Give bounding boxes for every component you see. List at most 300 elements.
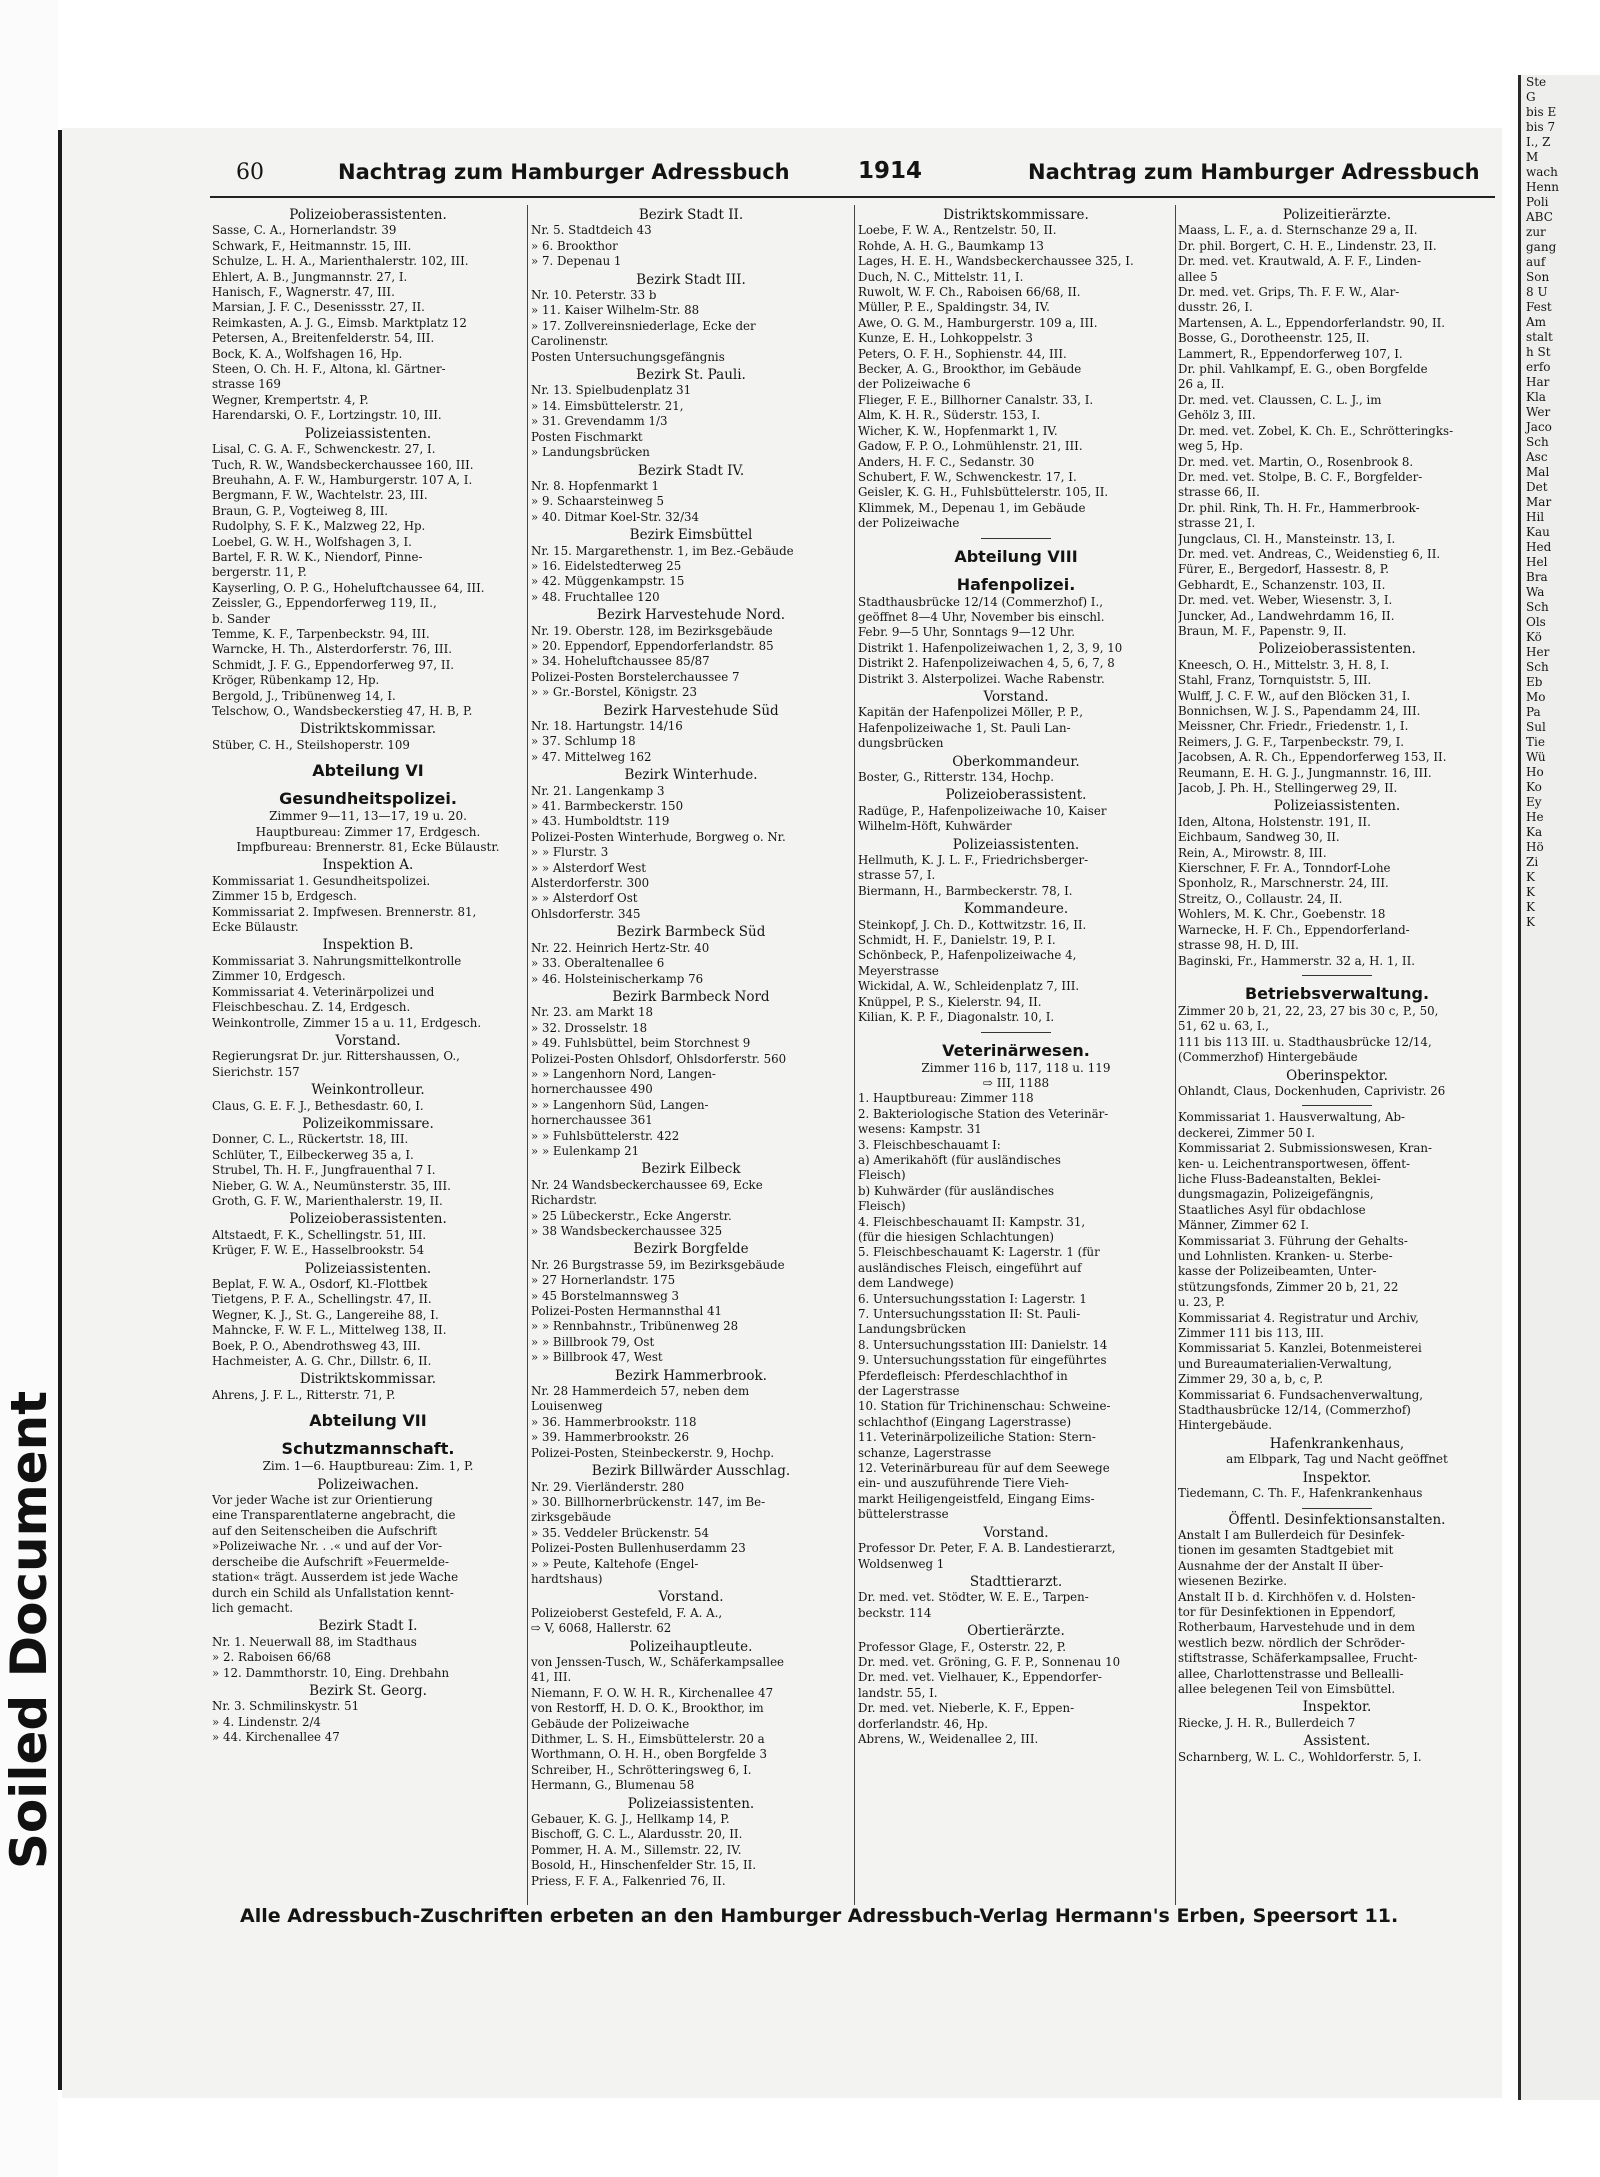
directory-entry: bergerstr. 11, P.: [212, 565, 307, 580]
adjacent-page-fragment: Pa: [1526, 705, 1541, 719]
section-heading: Vorstand.: [658, 1589, 724, 1606]
directory-entry: Petersen, A., Breitenfelderstr. 54, III.: [212, 331, 435, 346]
directory-entry: Gebauer, K. G. J., Hellkamp 14, P.: [531, 1812, 730, 1827]
directory-entry: Hanisch, F., Wagnerstr. 47, III.: [212, 285, 395, 300]
directory-entry: 4. Fleischbeschauamt II: Kampstr. 31,: [858, 1214, 1086, 1229]
directory-entry: Kneesch, O. H., Mittelstr. 3, H. 8, I.: [1178, 657, 1390, 672]
directory-entry: Bonnichsen, W. J. S., Papendamm 24, III.: [1178, 704, 1421, 718]
directory-entry: Ausnahme der der Anstalt II über-: [1178, 1558, 1384, 1573]
section-heading: Abteilung VI: [312, 761, 424, 781]
section-heading: Polizeikommissare.: [302, 1115, 434, 1132]
section-separator: [981, 1032, 1051, 1033]
directory-entry: Kayserling, O. P. G., Hoheluftchaussee 64, III.: [212, 580, 485, 595]
adjacent-page-fragment: Hil: [1526, 510, 1545, 524]
section-heading: Polizeiwachen.: [317, 1476, 419, 1493]
directory-entry: » 44. Kirchenallee 47: [212, 1730, 340, 1745]
directory-entry: Dr. med. vet. Martin, O., Rosenbrook 8.: [1178, 454, 1414, 469]
directory-entry: Schreiber, H., Schrötteringsweg 6, I.: [531, 1762, 752, 1777]
directory-entry: Louisenweg: [531, 1399, 603, 1414]
directory-entry: Geisler, K. G. H., Fuhlsbüttelerstr. 105, II.: [858, 485, 1109, 500]
directory-entry: Schmidt, J. F. G., Eppendorferweg 97, II.: [212, 657, 454, 672]
directory-entry: westlich bezw. nördlich der Schröder-: [1178, 1635, 1405, 1650]
directory-entry: tionen im gesamten Stadtgebiet mit: [1178, 1543, 1394, 1558]
directory-entry: Nr. 26 Burgstrasse 59, im Bezirksgebäude: [531, 1257, 785, 1272]
directory-entry: » 2. Raboisen 66/68: [212, 1650, 331, 1665]
section-heading: Gesundheitspolizei.: [279, 789, 457, 809]
adjacent-page-fragment: Ho: [1526, 765, 1544, 779]
directory-entry: Hellmuth, K. J. L. F., Friedrichsberger-: [858, 853, 1089, 868]
directory-entry: Nr. 10. Peterstr. 33 b: [531, 288, 657, 303]
adjacent-page-fragment: Kau: [1526, 525, 1550, 539]
adjacent-page-fragment: Am: [1526, 315, 1547, 329]
directory-entry: Dr. phil. Borgert, C. H. E., Lindenstr. 23, II.: [1178, 238, 1437, 253]
directory-entry: Zeissler, G., Eppendorferweg 119, II.,: [212, 596, 437, 611]
column-divider: [527, 205, 528, 1905]
directory-entry: dorferlandstr. 46, Hp.: [858, 1716, 988, 1731]
section-heading: Zimmer 116 b, 117, 118 u. 119: [921, 1060, 1111, 1075]
directory-entry: der Lagerstrasse: [858, 1384, 960, 1399]
directory-entry: Mahncke, F. W. F. L., Mittelweg 138, II.: [212, 1323, 447, 1338]
adjacent-page-fragment: stalt: [1526, 330, 1553, 344]
section-heading: Bezirk Barmbeck Süd: [616, 924, 766, 941]
directory-entry: landstr. 55, I.: [858, 1685, 938, 1700]
directory-entry: Hachmeister, A. G. Chr., Dillstr. 6, II.: [212, 1354, 432, 1369]
directory-entry: Jacob, J. Ph. H., Stellingerweg 29, II.: [1178, 781, 1398, 796]
adjacent-page-fragment: Mal: [1526, 465, 1550, 479]
adjacent-page-fragment: wach: [1526, 165, 1558, 179]
section-heading: Bezirk Borgfelde: [633, 1241, 749, 1258]
directory-entry: Nr. 21. Langenkamp 3: [531, 783, 665, 798]
adjacent-page-fragment: Mo: [1526, 690, 1546, 704]
directory-entry: Gebäude der Polizeiwache: [531, 1716, 690, 1731]
directory-entry: markt Heiligengeistfeld, Eingang Eims-: [858, 1491, 1095, 1506]
directory-entry: Nieber, G. W. A., Neumünsterstr. 35, III.: [212, 1178, 451, 1193]
directory-entry: Nr. 8. Hopfenmarkt 1: [531, 478, 660, 493]
directory-entry: strasse 66, II.: [1178, 485, 1260, 500]
directory-entry: Tietgens, P. F. A., Schellingstr. 47, II.: [212, 1292, 432, 1307]
section-heading: Bezirk Harvestehude Süd: [603, 702, 779, 719]
directory-entry: b. Sander: [212, 611, 270, 626]
directory-entry: (für die hiesigen Schlachtungen): [858, 1229, 1055, 1244]
directory-entry: allee 5: [1178, 269, 1218, 284]
directory-entry: Dr. med. vet. Nieberle, K. F., Eppen-: [858, 1701, 1075, 1716]
directory-entry: » 36. Hammerbrookstr. 118: [531, 1414, 697, 1429]
section-heading: Vorstand.: [335, 1032, 401, 1049]
directory-entry: Biermann, H., Barmbeckerstr. 78, I.: [858, 883, 1073, 898]
directory-entry: Ohlsdorferstr. 345: [531, 906, 641, 921]
section-separator: [981, 538, 1051, 539]
directory-entry: Wulff, J. C. F. W., auf den Blöcken 31, I.: [1178, 688, 1411, 703]
directory-entry: » 16. Eidelstedterweg 25: [531, 558, 682, 573]
stamp-text: Soiled Document: [0, 1390, 58, 1870]
directory-entry: Hintergebäude.: [1178, 1418, 1273, 1433]
section-heading: ⇨ III, 1188: [982, 1075, 1050, 1090]
directory-entry: strasse 57, I.: [858, 868, 936, 883]
directory-entry: Nr. 18. Hartungstr. 14/16: [531, 719, 683, 733]
directory-entry: Dr. med. vet. Grips, Th. F. F. W., Alar-: [1178, 285, 1400, 300]
directory-entry: Lisal, C. G. A. F., Schwenckestr. 27, I.: [212, 442, 436, 457]
directory-entry: Posten Fischmarkt: [531, 429, 643, 444]
adjacent-page-fragment: Hö: [1526, 840, 1544, 854]
directory-entry: Kommissariat 3. Nahrungsmittelkontrolle: [212, 953, 462, 968]
directory-entry: Jungclaus, Cl. H., Mansteinstr. 13, I.: [1178, 531, 1396, 546]
directory-entry: Pferdefleisch: Pferdeschlachthof in: [858, 1368, 1068, 1383]
directory-entry: Ecke Bülaustr.: [212, 920, 299, 935]
directory-entry: Müller, P. E., Spaldingstr. 34, IV.: [858, 300, 1050, 315]
adjacent-page-fragment: Ste: [1526, 75, 1547, 89]
directory-entry: Kröger, Rübenkamp 12, Hp.: [212, 673, 380, 688]
adjacent-page-fragment: gang: [1526, 240, 1557, 254]
directory-entry: Kierschner, F. Fr. A., Tonndorf-Lohe: [1178, 861, 1391, 876]
directory-entry: Steen, O. Ch. H. F., Altona, kl. Gärtner-: [212, 362, 446, 377]
directory-entry: Marsian, J. F. C., Desenissstr. 27, II.: [212, 300, 425, 315]
section-heading: Assistent.: [1303, 1733, 1371, 1750]
section-heading: Bezirk Harvestehude Nord.: [596, 607, 786, 624]
section-heading: Bezirk Stadt II.: [638, 207, 744, 223]
directory-entry: Dr. med. vet. Krautwald, A. F. F., Linden-: [1178, 254, 1421, 269]
running-title-right: Nachtrag zum Hamburger Adressbuch: [1028, 160, 1480, 184]
directory-entry: strasse 169: [212, 377, 281, 392]
directory-entry: Gadow, F. P. O., Lohmühlenstr. 21, III.: [858, 439, 1083, 454]
directory-entry: ein- und auszuführende Tiere Vieh-: [858, 1476, 1069, 1491]
directory-entry: 1. Hauptbureau: Zimmer 118: [858, 1091, 1034, 1106]
directory-entry: Reimkasten, A. J. G., Eimsb. Marktplatz 12: [212, 315, 467, 330]
section-heading: Abteilung VII: [309, 1411, 427, 1431]
directory-entry: hornerchaussee 361: [531, 1113, 653, 1128]
adjacent-page-fragment: Mar: [1526, 495, 1552, 509]
directory-entry: auf den Seitenscheiben die Aufschrift: [212, 1523, 437, 1538]
directory-entry: Knüppel, P. S., Kielerstr. 94, II.: [858, 994, 1042, 1009]
section-heading: Polizeioberassistent.: [945, 787, 1087, 804]
directory-entry: deckerei, Zimmer 50 I.: [1178, 1125, 1316, 1140]
directory-entry: » 46. Holsteinischerkamp 76: [531, 971, 704, 986]
directory-entry: und Lohnlisten. Kranken- u. Sterbe-: [1178, 1249, 1393, 1263]
directory-entry: geöffnet 8—4 Uhr, November bis einschl.: [858, 609, 1105, 624]
directory-entry: » 47. Mittelweg 162: [531, 749, 652, 764]
section-heading: Obertierärzte.: [967, 1623, 1065, 1640]
directory-entry: Sponholz, R., Marschnerstr. 24, III.: [1178, 876, 1389, 891]
section-heading: Inspektor.: [1302, 1469, 1372, 1486]
directory-entry: » 9. Schaarsteinweg 5: [531, 494, 664, 509]
directory-entry: Kommissariat 1. Hausverwaltung, Ab-: [1178, 1110, 1406, 1125]
directory-entry: wesens: Kampstr. 31: [858, 1122, 982, 1137]
directory-entry: u. 23, P.: [1178, 1295, 1225, 1310]
adjacent-page-fragment: Wer: [1526, 405, 1551, 419]
directory-entry: Niemann, F. O. W. H. R., Kirchenallee 47: [531, 1685, 774, 1700]
section-heading: Oberkommandeur.: [952, 753, 1080, 770]
directory-entry: strasse 21, I.: [1178, 516, 1256, 531]
column-divider: [1175, 205, 1176, 1905]
section-heading: Polizeiassistenten.: [304, 1260, 432, 1277]
section-heading: Veterinärwesen.: [942, 1040, 1090, 1060]
directory-entry: Strubel, Th. H. F., Jungfrauenthal 7 I.: [212, 1163, 436, 1178]
section-heading: Hafenpolizei.: [956, 574, 1076, 594]
directory-entry: Abrens, W., Weidenallee 2, III.: [858, 1731, 1039, 1746]
directory-entry: Schlüter, T., Eilbeckerweg 35 a, I.: [212, 1147, 414, 1162]
adjacent-page-fragment: He: [1526, 810, 1544, 824]
directory-entry: Rotherbaum, Harvestehude und in dem: [1178, 1620, 1416, 1635]
directory-entry: Polizei-Posten Bullenhuserdamm 23: [531, 1541, 746, 1556]
directory-entry: Kommissariat 2. Impfwesen. Brennerstr. 81,: [212, 904, 477, 919]
directory-entry: Priess, F. F. A., Falkenried 76, II.: [531, 1873, 726, 1888]
section-heading: Inspektion A.: [322, 857, 414, 874]
directory-entry: Professor Dr. Peter, F. A. B. Landestierarzt,: [858, 1541, 1116, 1556]
directory-entry: Distrikt 1. Hafenpolizeiwachen 1, 2, 3, 9, 10: [858, 640, 1123, 655]
directory-entry: » » Langenhorn Nord, Langen-: [531, 1066, 716, 1081]
section-heading: Polizeiassistenten.: [1273, 798, 1401, 815]
directory-entry: Martensen, A. L., Eppendorferlandstr. 90, II.: [1178, 315, 1446, 330]
directory-entry: von Jenssen-Tusch, W., Schäferkampsallee: [531, 1654, 785, 1669]
directory-entry: allee belegenen Teil von Eimsbüttel.: [1178, 1681, 1396, 1696]
adjacent-page-fragment: Her: [1526, 645, 1550, 659]
directory-entry: » 11. Kaiser Wilhelm-Str. 88: [531, 303, 700, 318]
directory-entry: Bischoff, G. C. L., Alardusstr. 20, II.: [531, 1827, 743, 1842]
directory-entry: Lages, H. E. H., Wandsbeckerchaussee 325, I.: [858, 254, 1134, 269]
section-heading: Hauptbureau: Zimmer 17, Erdgesch.: [255, 824, 481, 839]
adjacent-page-fragment: Det: [1526, 480, 1548, 494]
directory-entry: Iden, Altona, Holstenstr. 191, II.: [1178, 814, 1371, 829]
directory-entry: Polizei-Posten Ohlsdorf, Ohlsdorferstr. 560: [531, 1051, 787, 1066]
directory-entry: Schwark, F., Heitmannstr. 15, III.: [212, 238, 412, 253]
directory-entry: stiftstrasse, Schäferkampsallee, Frucht-: [1178, 1651, 1418, 1666]
directory-entry: Anders, H. F. C., Sedanstr. 30: [858, 454, 1035, 469]
directory-entry: Baginski, Fr., Hammerstr. 32 a, H. 1, II.: [1178, 953, 1415, 968]
directory-entry: Carolinenstr.: [531, 334, 609, 349]
directory-entry: 7. Untersuchungsstation II: St. Pauli-: [858, 1307, 1081, 1321]
adjacent-page-fragment: Zi: [1526, 855, 1539, 869]
directory-entry: Reumann, E. H. G. J., Jungmannstr. 16, III.: [1178, 765, 1432, 780]
directory-entry: Gehölz 3, III.: [1178, 408, 1256, 423]
directory-entry: zirksgebäude: [531, 1510, 612, 1525]
directory-entry: wiesenen Bezirke.: [1178, 1574, 1287, 1589]
directory-entry: » 41. Barmbeckerstr. 150: [531, 799, 684, 814]
directory-entry: » 45 Borstelmannsweg 3: [531, 1288, 680, 1303]
directory-entry: 9. Untersuchungsstation für eingeführtes: [858, 1353, 1107, 1368]
directory-entry: Claus, G. E. F. J., Bethesdastr. 60, I.: [212, 1098, 424, 1113]
adjacent-page-fragment: Henn: [1526, 180, 1560, 194]
directory-entry: lich gemacht.: [212, 1600, 293, 1615]
adjacent-page-fragment: Ko: [1526, 780, 1542, 794]
directory-entry: Breuhahn, A. F. W., Hamburgerstr. 107 A, I.: [212, 472, 473, 487]
page-number: 60: [236, 160, 264, 185]
directory-entry: 11. Veterinärpolizeiliche Station: Stern-: [858, 1430, 1096, 1445]
directory-entry: dusstr. 26, I.: [1178, 300, 1253, 315]
directory-entry: Landungsbrücken: [858, 1322, 966, 1337]
directory-entry: » 37. Schlump 18: [531, 734, 636, 749]
adjacent-page-fragment: Har: [1526, 375, 1550, 389]
directory-entry: stützungsfonds, Zimmer 20 b, 21, 22: [1178, 1279, 1399, 1294]
directory-entry: » 38 Wandsbeckerchaussee 325: [531, 1224, 723, 1238]
directory-entry: Schmidt, H. F., Danielstr. 19, P. I.: [858, 933, 1056, 948]
directory-entry: Sasse, C. A., Hornerlandstr. 39: [212, 223, 397, 238]
section-heading: Vorstand.: [983, 1524, 1049, 1541]
directory-entry: » » Rennbahnstr., Tribünenweg 28: [531, 1319, 739, 1334]
adjacent-page-fragment: Hel: [1526, 555, 1548, 569]
directory-entry: Tuch, R. W., Wandsbeckerchaussee 160, III.: [212, 457, 474, 472]
column-divider: [854, 205, 855, 1905]
directory-entry: Zimmer 20 b, 21, 22, 23, 27 bis 30 c, P., 50,: [1178, 1003, 1439, 1018]
directory-entry: Ehlert, A. B., Jungmannstr. 27, I.: [212, 269, 408, 284]
section-heading: Zim. 1—6. Hauptbureau: Zim. 1, P.: [262, 1459, 474, 1474]
directory-entry: der Polizeiwache 6: [858, 377, 971, 392]
directory-entry: » 34. Hoheluftchaussee 85/87: [531, 654, 710, 669]
directory-entry: 41, III.: [531, 1670, 572, 1685]
directory-entry: Kommissariat 5. Kanzlei, Botenmeisterei: [1178, 1341, 1422, 1356]
directory-entry: » » Flurstr. 3: [531, 845, 609, 860]
directory-entry: Polizei-Posten, Steinbeckerstr. 9, Hochp.: [531, 1445, 775, 1460]
directory-entry: » 33. Oberaltenallee 6: [531, 956, 665, 971]
directory-entry: Dithmer, L. S. H., Eimsbüttelerstr. 20 a: [531, 1732, 765, 1746]
directory-entry: Weinkontrolle, Zimmer 15 a u. 11, Erdgesch.: [212, 1015, 482, 1030]
directory-entry: Zimmer 15 b, Erdgesch.: [212, 889, 357, 904]
adjacent-page-fragment: Kla: [1526, 390, 1546, 404]
directory-entry: » » Fuhlsbüttelerstr. 422: [531, 1128, 680, 1143]
directory-entry: » 12. Dammthorstr. 10, Eing. Drehbahn: [212, 1665, 450, 1680]
directory-entry: Temme, K. F., Tarpenbeckstr. 94, III.: [212, 626, 430, 641]
section-heading: Kommandeure.: [963, 901, 1069, 918]
directory-entry: Stahl, Franz, Tornquiststr. 5, III.: [1178, 673, 1372, 688]
directory-entry: Meissner, Chr. Friedr., Friedenstr. 1, I.: [1178, 719, 1409, 734]
directory-entry: Eichbaum, Sandweg 30, II.: [1178, 830, 1340, 845]
directory-entry: » » Peute, Kaltehofe (Engel-: [531, 1556, 699, 1571]
column-1: [212, 205, 524, 1905]
directory-entry: beckstr. 114: [858, 1605, 932, 1620]
directory-entry: hornerchaussee 490: [531, 1082, 653, 1097]
directory-entry: Wicher, K. W., Hopfenmarkt 1, IV.: [858, 423, 1058, 438]
directory-entry: Stadthausbrücke 12/14, (Commerzhof): [1178, 1403, 1411, 1418]
directory-entry: Dr. med. vet. Stolpe, B. C. F., Borgfelder-: [1178, 469, 1423, 484]
adjacent-page-fragment: 8 U: [1526, 285, 1548, 299]
adjacent-page-fragment: Hed: [1526, 540, 1552, 554]
directory-entry: » 4. Lindenstr. 2/4: [212, 1714, 321, 1729]
column-3: [858, 205, 1174, 1905]
directory-entry: Dr. med. vet. Andreas, C., Weidenstieg 6, II.: [1178, 546, 1441, 561]
directory-entry: Wohlers, M. K. Chr., Goebenstr. 18: [1178, 907, 1386, 922]
directory-entry: » 35. Veddeler Brückenstr. 54: [531, 1525, 710, 1540]
section-heading: Polizeioberassistenten.: [289, 207, 447, 223]
directory-entry: Nr. 28 Hammerdeich 57, neben dem: [531, 1384, 750, 1399]
directory-entry: Kommissariat 2. Submissionswesen, Kran-: [1178, 1141, 1432, 1156]
directory-entry: 111 bis 113 III. u. Stadthausbrücke 12/14,: [1178, 1034, 1432, 1049]
adjacent-page-fragment: I., Z: [1526, 135, 1551, 149]
directory-entry: Professor Glage, F., Osterstr. 22, P.: [858, 1639, 1067, 1654]
directory-entry: Kommissariat 1. Gesundheitspolizei.: [212, 873, 431, 888]
directory-entry: Nr. 24 Wandsbeckerchaussee 69, Ecke: [531, 1177, 763, 1192]
section-heading: Polizeiassistenten.: [952, 836, 1080, 853]
directory-entry: » 32. Drosselstr. 18: [531, 1020, 648, 1035]
section-heading: Polizeioberassistenten.: [289, 1211, 447, 1228]
section-heading: Schutzmannschaft.: [281, 1439, 455, 1459]
section-heading: Inspektion B.: [322, 937, 414, 954]
directory-entry: Bosse, G., Dorotheenstr. 125, II.: [1178, 331, 1370, 346]
directory-entry: Altstaedt, F. K., Schellingstr. 51, III.: [212, 1227, 427, 1242]
directory-entry: » 42. Müggenkampstr. 15: [531, 574, 685, 589]
section-heading: Bezirk Eimsbüttel: [629, 527, 753, 544]
directory-entry: 10. Station für Trichinenschau: Schweine-: [858, 1399, 1111, 1414]
section-heading: Impfbureau: Brennerstr. 81, Ecke Bülaustr.: [236, 840, 500, 855]
directory-entry: Streitz, O., Collaustr. 24, II.: [1178, 891, 1343, 906]
section-separator: [1302, 1508, 1372, 1509]
section-heading: am Elbpark, Tag und Nacht geöffnet: [1226, 1452, 1448, 1467]
directory-entry: Zimmer 111 bis 113, III.: [1178, 1326, 1324, 1341]
directory-entry: » » Eulenkamp 21: [531, 1143, 640, 1158]
directory-entry: kasse der Polizeibeamten, Unter-: [1178, 1264, 1377, 1279]
directory-entry: Ahrens, J. F. L., Ritterstr. 71, P.: [212, 1387, 396, 1402]
directory-entry: allee, Charlottenstrasse und Bellealli-: [1178, 1666, 1404, 1681]
directory-entry: Dr. med. vet. Gröning, G. F. P., Sonnenau 10: [858, 1654, 1121, 1669]
directory-entry: » 48. Fruchtallee 120: [531, 589, 660, 604]
adjacent-page-fragment: K: [1526, 870, 1535, 884]
directory-entry: 51, 62 u. 63, I.,: [1178, 1019, 1270, 1034]
directory-entry: eine Transparentlaterne angebracht, die: [212, 1508, 456, 1523]
directory-entry: Becker, A. G., Brookthor, im Gebäude: [858, 362, 1082, 377]
adjacent-page-fragment: Poli: [1526, 195, 1549, 209]
directory-entry: station« trägt. Ausserdem ist jede Wache: [212, 1570, 459, 1585]
directory-entry: Maass, L. F., a. d. Sternschanze 29 a, II.: [1178, 223, 1418, 238]
adjacent-page-fragment: Kö: [1526, 630, 1542, 644]
directory-entry: Sierichstr. 157: [212, 1064, 300, 1079]
adjacent-page-fragment: Jaco: [1526, 420, 1552, 434]
directory-entry: Fleisch): [858, 1199, 906, 1214]
section-heading: Bezirk Winterhude.: [624, 767, 758, 784]
adjacent-page-fragment: zur: [1526, 225, 1546, 239]
directory-entry: Nr. 15. Margarethenstr. 1, im Bez.-Gebäude: [531, 543, 794, 558]
section-separator: [1302, 975, 1372, 976]
directory-entry: derscheibe die Aufschrift »Feuermelde-: [212, 1554, 449, 1569]
directory-entry: Richardstr.: [531, 1193, 597, 1208]
directory-entry: Kunze, E. H., Lohkoppelstr. 3: [858, 331, 1033, 346]
directory-entry: Rohde, A. H. G., Baumkamp 13: [858, 238, 1044, 253]
directory-entry: tor für Desinfektionen in Eppendorf,: [1178, 1604, 1396, 1619]
directory-entry: 2. Bakteriologische Station des Veterinär-: [858, 1106, 1109, 1121]
directory-entry: 6. Untersuchungsstation I: Lagerstr. 1: [858, 1291, 1087, 1306]
adjacent-page-fragment: Ka: [1526, 825, 1543, 839]
directory-entry: Ruwolt, W. F. Ch., Raboisen 66/68, II.: [858, 285, 1081, 300]
section-heading: Bezirk Stadt IV.: [637, 462, 745, 479]
directory-entry: Riecke, J. H. R., Bullerdeich 7: [1178, 1715, 1356, 1730]
adjacent-page-fragment: K: [1526, 915, 1535, 929]
directory-entry: büttelerstrasse: [858, 1507, 949, 1522]
section-heading: Bezirk Stadt III.: [636, 271, 746, 288]
directory-entry: Fürer, E., Bergedorf, Hassestr. 8, P.: [1178, 562, 1390, 577]
directory-entry: Juncker, Ad., Landwehrdamm 16, II.: [1178, 608, 1395, 623]
directory-entry: » 31. Grevendamm 1/3: [531, 414, 668, 429]
adjacent-page-fragment: Eb: [1526, 675, 1543, 689]
directory-entry: Tiedemann, C. Th. F., Hafenkrankenhaus: [1178, 1486, 1423, 1501]
adjacent-page-fragment: Fest: [1526, 300, 1552, 314]
directory-entry: Loebe, F. W. A., Rentzelstr. 50, II.: [858, 223, 1057, 238]
section-heading: Bezirk Billwärder Ausschlag.: [591, 1463, 791, 1480]
section-heading: Inspektor.: [1302, 1699, 1372, 1716]
section-heading: Polizeioberassistenten.: [1258, 641, 1416, 658]
directory-entry: durch ein Schild als Unfallstation kennt-: [212, 1585, 454, 1600]
directory-entry: dungsbrücken: [858, 736, 944, 751]
directory-entry: Worthmann, O. H. H., oben Borgfelde 3: [531, 1747, 767, 1762]
section-heading: Distriktskommissar.: [299, 1371, 437, 1388]
directory-entry: » 40. Ditmar Koel-Str. 32/34: [531, 509, 700, 524]
adjacent-page-fragment: auf: [1526, 255, 1546, 269]
directory-entry: »Polizeiwache Nr. . .« und auf der Vor-: [212, 1539, 443, 1554]
directory-entry: Wegner, K. J., St. G., Langereihe 88, I.: [212, 1307, 439, 1322]
section-heading: Distriktskommissar.: [299, 721, 437, 738]
directory-entry: Schönbeck, P., Hafenpolizeiwache 4,: [858, 948, 1077, 963]
directory-entry: Dr. phil. Rink, Th. H. Fr., Hammerbrook-: [1178, 500, 1420, 515]
directory-entry: » 25 Lübeckerstr., Ecke Angerstr.: [531, 1208, 732, 1223]
directory-entry: » 30. Billhornerbrückenstr. 147, im Be-: [531, 1494, 766, 1509]
directory-entry: Bartel, F. R. W. K., Niendorf, Pinne-: [212, 549, 423, 564]
directory-entry: 8. Untersuchungsstation III: Danielstr. 14: [858, 1337, 1108, 1352]
directory-entry: Groth, G. F. W., Marienthalerstr. 19, II.: [212, 1193, 443, 1208]
